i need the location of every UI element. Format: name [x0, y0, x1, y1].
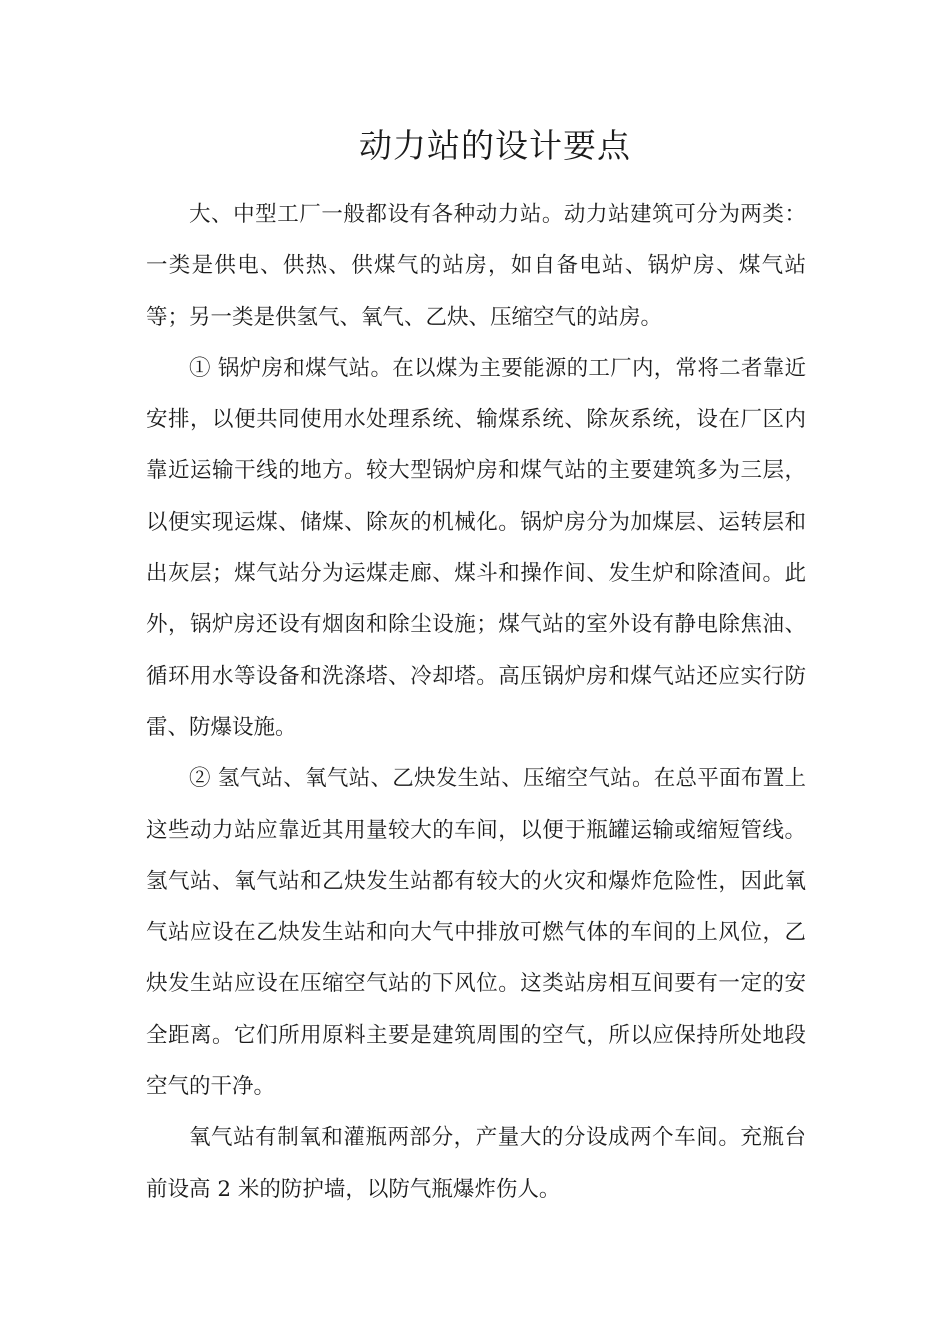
document-title: 动力站的设计要点 [359, 126, 631, 165]
paragraph-boiler-gas-station: ① 锅炉房和煤气站。在以煤为主要能源的工厂内，常将二者靠近安排，以便共同使用水处理系统、输煤系统、除灰系统，设在厂区内靠近运输干线的地方。较大型锅炉房和煤气站的主要建筑多为三层，以便实现运煤、储煤、除灰的机械化。锅炉房分为加煤层、运转层和出灰层；煤气站分为运煤走廊、煤斗和操作间、发生炉和除渣间。此外，锅炉房还设有烟囱和除尘设施；煤气站的室外设有静电除焦油、循环用水等设备和洗涤塔、冷却塔。高压锅炉房和煤气站还应实行防雷、防爆设施。 [146, 355, 806, 740]
paragraph-intro: 大、中型工厂一般都设有各种动力站。动力站建筑可分为两类：一类是供电、供热、供煤气的站房，如自备电站、锅炉房、煤气站等；另一类是供氢气、氧气、乙炔、压缩空气的站房。 [146, 202, 806, 330]
paragraph-hydrogen-oxygen-station: ② 氢气站、氧气站、乙炔发生站、压缩空气站。在总平面布置上这些动力站应靠近其用量较大的车间，以便于瓶罐运输或缩短管线。氢气站、氧气站和乙炔发生站都有较大的火灾和爆炸危险性，因此氧气站应设在乙炔发生站和向大气中排放可燃气体的车间的上风位，乙炔发生站应设在压缩空气站的下风位。这类站房相互间要有一定的安全距离。它们所用原料主要是建筑周围的空气，所以应保持所处地段空气的干净。 [146, 766, 806, 1100]
document-body [146, 189, 806, 1215]
paragraph-oxygen-station-detail: 氧气站有制氧和灌瓶两部分，产量大的分设成两个车间。充瓶台前设高 2 米的防护墙，以防气瓶爆炸伤人。 [146, 1125, 806, 1202]
